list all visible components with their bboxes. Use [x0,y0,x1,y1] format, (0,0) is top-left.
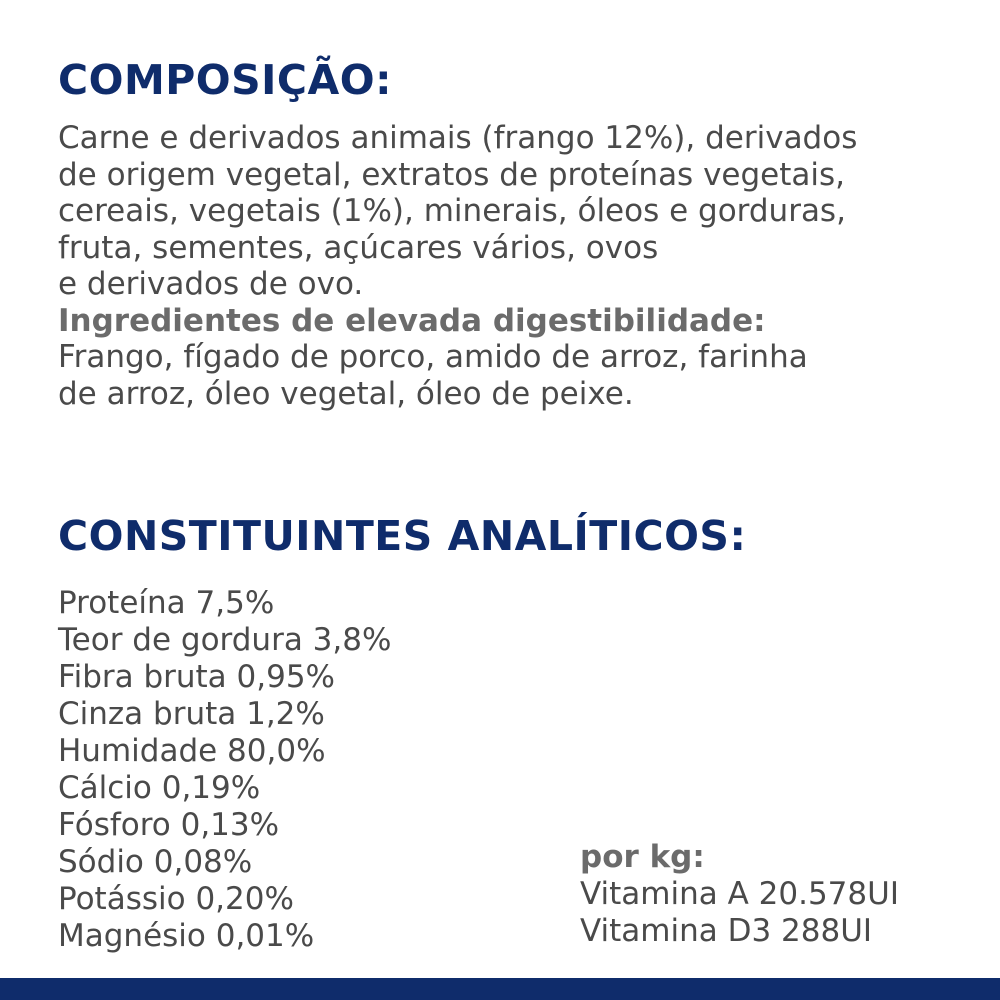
digestible-line: Frango, fígado de porco, amido de arroz, farinha [58,339,808,375]
digestible-line: de arroz, óleo vegetal, óleo de peixe. [58,375,634,412]
analytic-item-sodium: Sódio 0,08% [58,844,253,880]
analytic-item-moisture: Humidade 80,0% [58,733,326,769]
composition-text [58,120,958,412]
vitamin-d3-item: Vitamina D3 288UI [580,913,873,949]
per-kg-label: por kg: [580,839,705,875]
analytic-item-protein: Proteína 7,5% [58,585,275,621]
vitamin-a-item: Vitamina A 20.578UI [580,876,899,912]
analytic-item-magnesium: Magnésio 0,01% [58,918,315,954]
analytics-heading: CONSTITUINTES ANALÍTICOS: [58,512,747,560]
per-kg-block [580,839,899,950]
analytic-item-ash: Cinza bruta 1,2% [58,696,325,732]
digestible-heading: Ingredientes de elevada digestibilidade: [58,302,766,339]
bottom-brand-bar [0,978,1000,1000]
analytic-item-calcium: Cálcio 0,19% [58,770,261,806]
composition-line: fruta, sementes, açúcares vários, ovos [58,229,659,266]
composition-line: e derivados de ovo. [58,266,364,302]
composition-line: de origem vegetal, extratos de proteínas vegetais, [58,156,846,193]
analytic-item-fibre: Fibra bruta 0,95% [58,659,336,695]
composition-line: Carne e derivados animais (frango 12%), derivados [58,120,858,156]
composition-line: cereais, vegetais (1%), minerais, óleos e gorduras, [58,193,846,229]
analytic-item-potassium: Potássio 0,20% [58,881,294,917]
composition-heading: COMPOSIÇÃO: [58,56,393,104]
analytic-item-fat: Teor de gordura 3,8% [58,622,392,658]
analytic-item-phosphorus: Fósforo 0,13% [58,807,280,843]
